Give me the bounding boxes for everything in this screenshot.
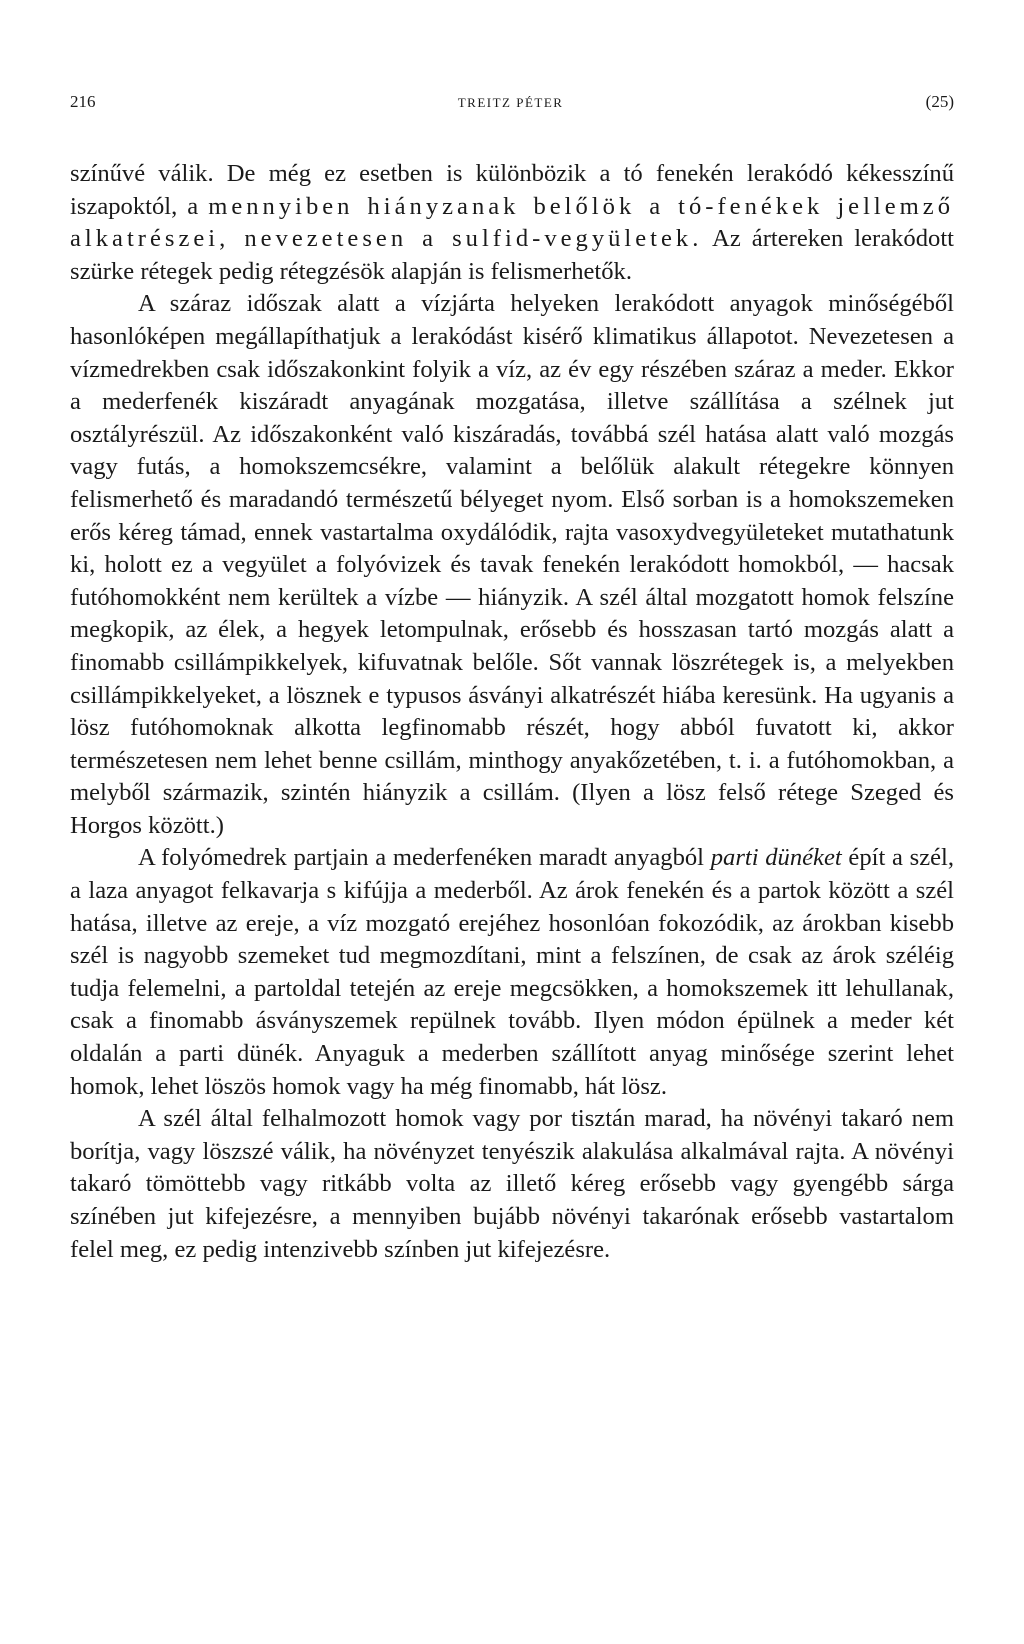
running-title: TREITZ PÉTER <box>457 95 564 110</box>
text-segment: színűvé válik. De még ez esetben is különbözik a tó fenekén lerakódó kékesszínű iszapoktól, a <box>70 160 954 220</box>
bracket-number: (25) <box>925 92 954 111</box>
text-segment: A száraz időszak alatt a vízjárta helyeken lerakódott anyagok minőségéből hasonlóképen megállapíthatjuk a lerakódást kisérő klimatikus állapotot. Nevezetesen a vízmedrekben csak időszakonkint folyik a víz, az év egy részében száraz a meder. Ekkor a mederfenék kiszáradt anyagának mozgatása, illetve szállítása a szélnek jut osztályrészül. Az időszakonként való kiszáradás, továbbá szél hatása alatt való mozgás vagy futás, a homokszemcsékre, valamint a belőlük alakult rétegekre könnyen felismerhető és maradandó természetű bélyeget nyom. Első sorban is a homokszemeken erős kéreg támad, ennek vastartalma oxydálódik, rajta vasoxydvegyületeket mutathatunk ki, holott ez a vegyület a folyóvizek és tavak fenekén lerakódott homokból, — hacsak futóhomokként nem kerültek a vízbe — hiányzik. A szél által mozgatott homok felszíne megkopik, az élek, a hegyek letompulnak, erősebb és hosszasan tartó mozgás alatt a finomabb csillámpikkelyek, kifuvatnak belőle. Sőt vannak löszrétegek is, a melyekben csillámpikkelyeket, a lösznek e typusos ásványi alkatrészét hiába keresünk. Ha ugyanis a lösz futóhomoknak alkotta legfinomabb részét, hogy abból fuvatott ki, akkor természetesen nem lehet benne csillám, minthogy anyakőzetében, t. i. a futóhomokban, a melyből származik, szintén hiányzik a csillám. (Ilyen a lösz felső rétege Szeged és Horgos között.) <box>70 290 954 839</box>
text-segment: épít a szél, a laza anyagot felkavarja s kifújja a mederből. Az árok fenekén és a partok között a szél hatása, illetve az ereje, a víz mozgató erejéhez hosonlóan fokozódik, az árokban kisebb szél is nagyobb szemeket tud megmozdítani, mint a felszínen, de csak az árok széléig tudja felemelni, a partoldal tetején az ereje megcsökken, a homokszemek itt lehullanak, csak a finomabb ásványszemek repülnek tovább. Ilyen módon épülnek a meder két oldalán a parti dünék. Anyaguk a mederben szállított anyag minősége szerint lehet homok, lehet löszös homok vagy ha még finomabb, hát lösz. <box>70 844 955 1100</box>
document-page <box>70 92 954 1266</box>
paragraph-4 <box>70 1103 954 1266</box>
page-number: 216 <box>70 92 96 111</box>
page-header <box>70 92 954 124</box>
paragraph-2 <box>70 288 954 842</box>
text-segment: A folyómedrek partjain a mederfenéken maradt anyagból <box>138 844 711 872</box>
italic-term: parti dünéket <box>710 844 842 872</box>
paragraph-3 <box>70 842 954 1103</box>
text-segment: A szél által felhalmozott homok vagy por tisztán marad, ha növényi takaró nem borítja, vagy löszszé válik, ha növényzet tenyészik alakulása alkalmával rajta. A növényi takaró tömöttebb vagy ritkább volta az illető kéreg erősebb vagy gyengébb sárga színében jut kifejezésre, a mennyiben bujább növényi takarónak erősebb vastartalom felel meg, ez pedig intenzivebb színben jut kifejezésre. <box>70 1105 954 1263</box>
spaced-emphasis: mennyiben hiányzanak belőlök a tó-fenékek jellemző alkatrészei, nevezetesen a sulfid-vegyületek. <box>70 192 955 253</box>
text-segment: Az ártereken lerakódott szürke rétegek pedig rétegzésök alapján is felismerhetők. <box>70 225 954 285</box>
paragraph-1 <box>70 158 954 288</box>
body-text <box>70 158 954 1266</box>
